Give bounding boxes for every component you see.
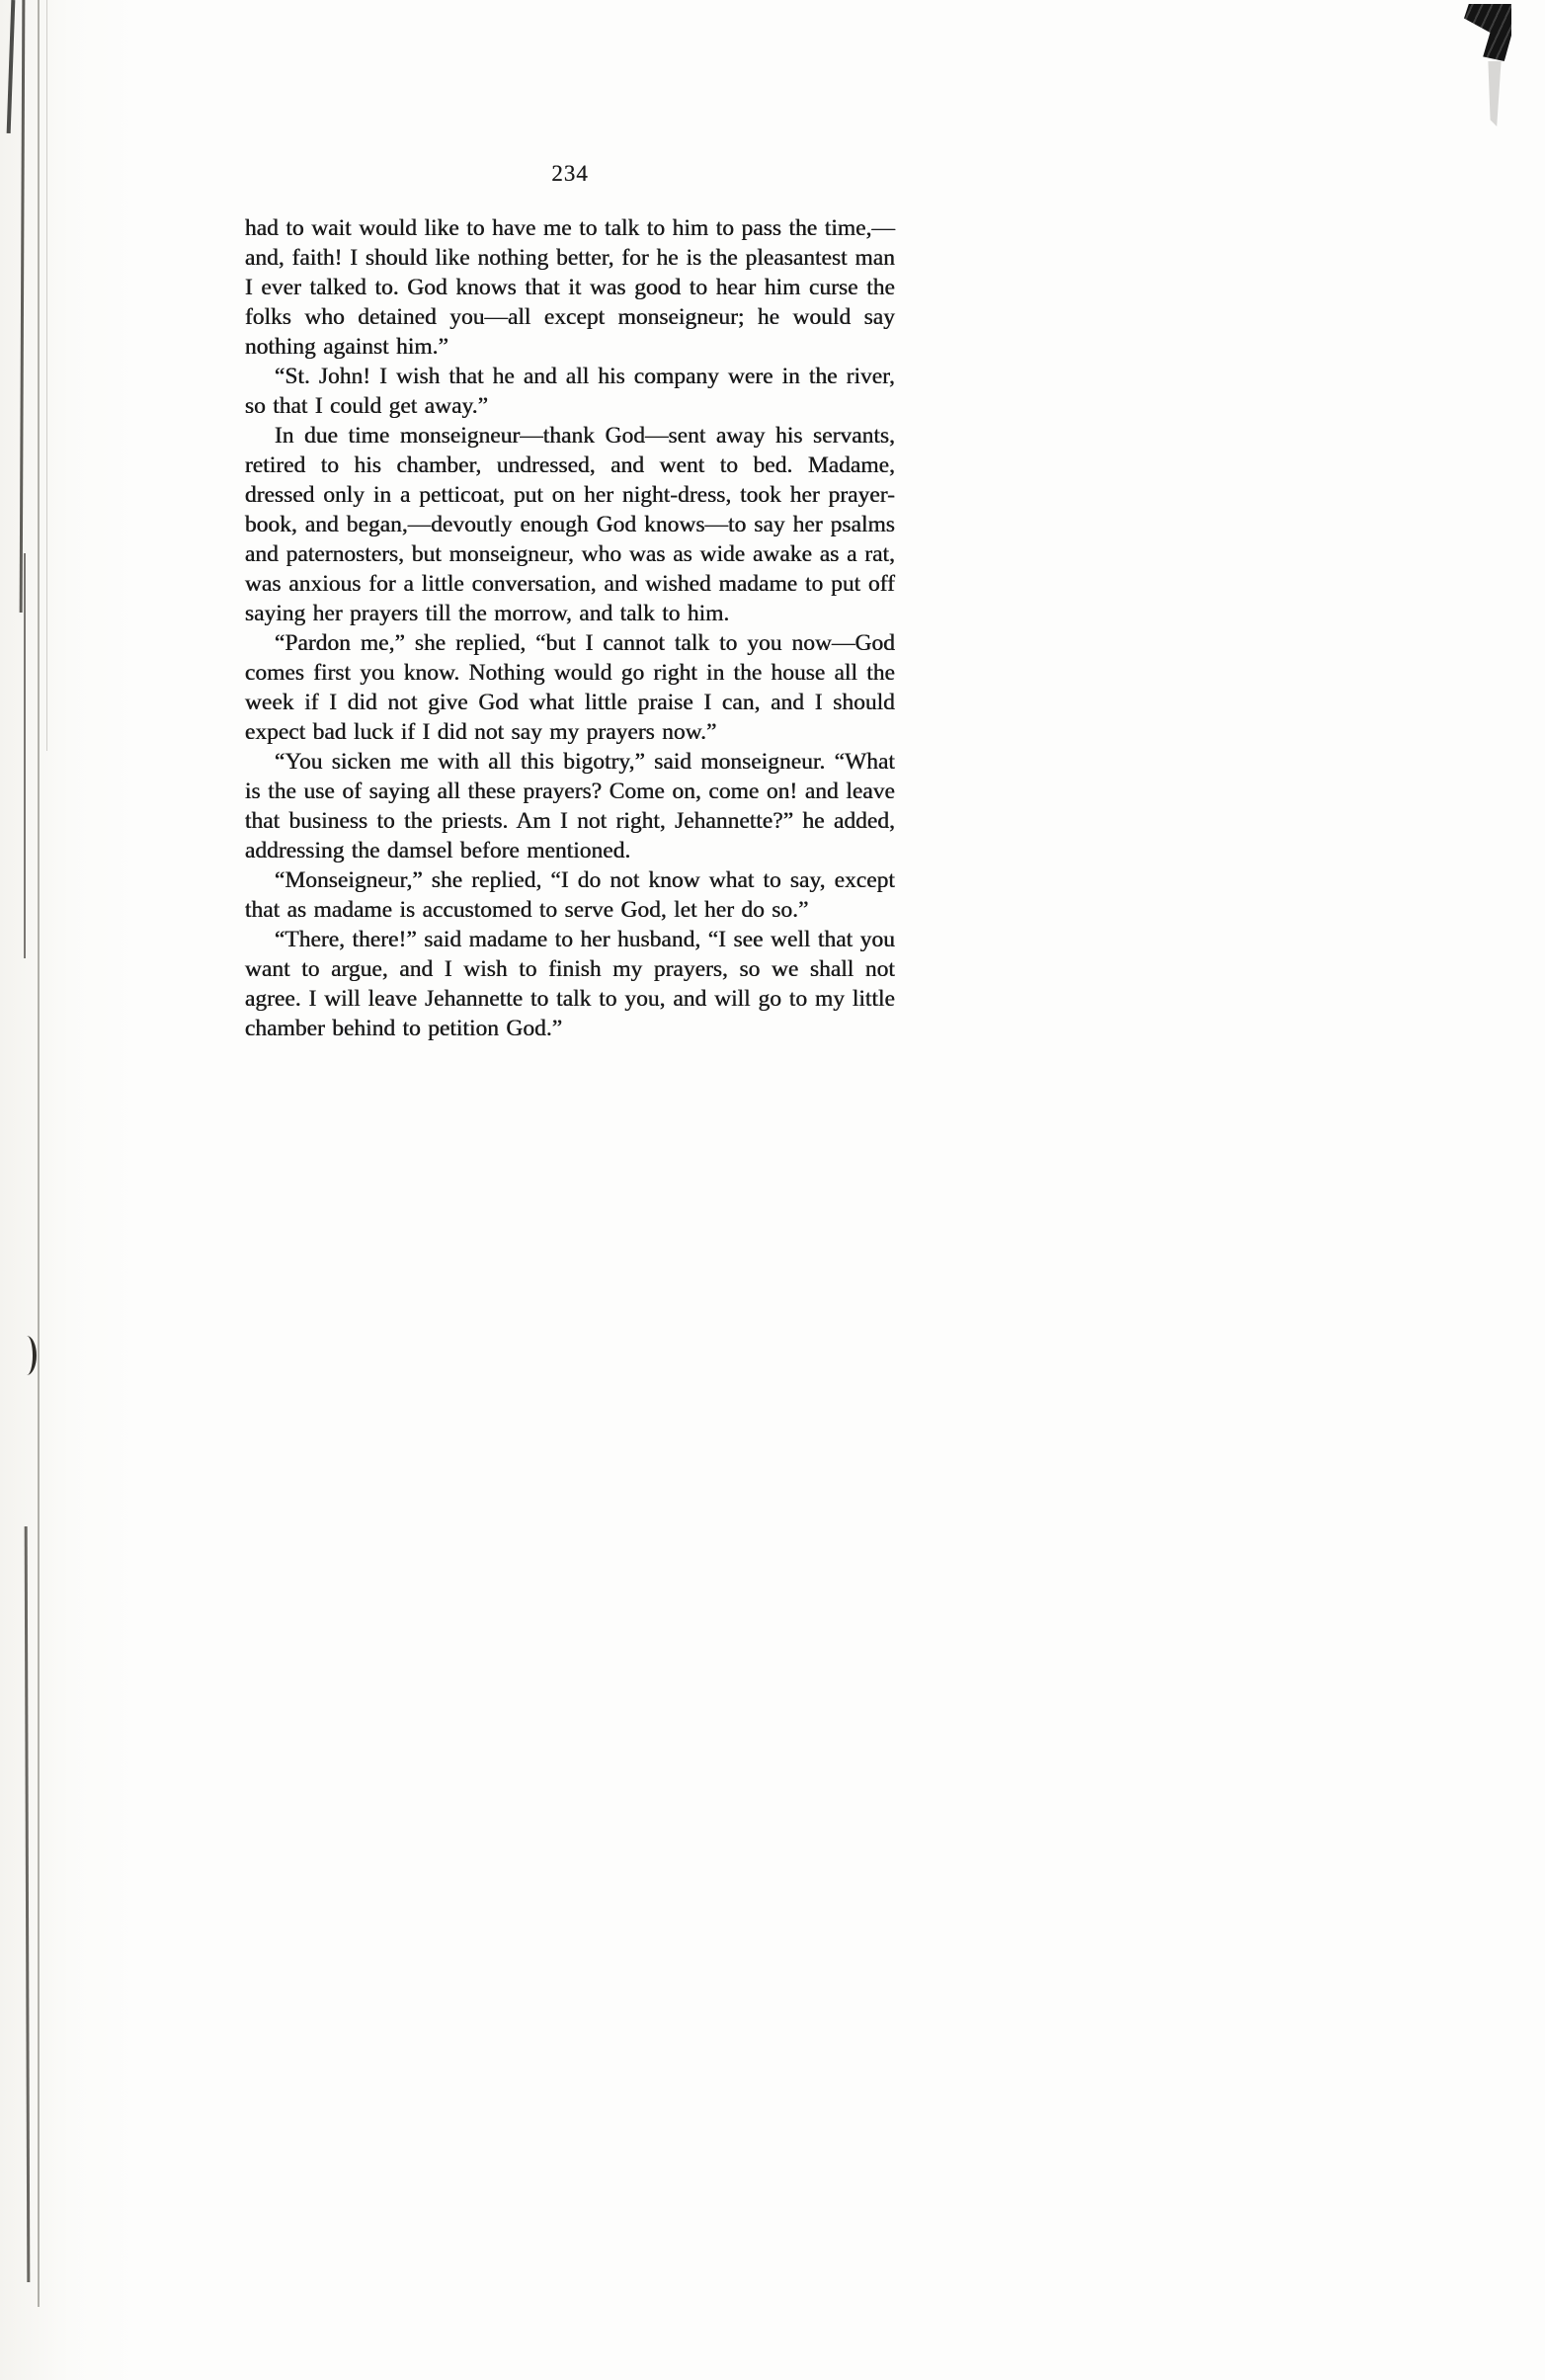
scan-smudge bbox=[1464, 4, 1511, 61]
ink-brace-mark bbox=[24, 1336, 37, 1375]
paragraph: In due time monseigneur—thank God—sent away his servants, retired to his chamber, undressed, and went to bed. Madame, dressed only in a petticoat, put on her night-dress, took her prayer-book, and began,—devoutly enough God knows—to say her psalms and paternosters, but monseigneur, who was as wide awake as a rat, was anxious for a little conversation, and wished madame to put off saying her prayers till the morrow, and talk to him. bbox=[245, 423, 895, 626]
paragraph: “Pardon me,” she replied, “but I cannot talk to you now—God comes first you know. Nothing would go right in the house all the week if I did not give God what little praise I can, and I should expect bad luck if I did not say my prayers now.” bbox=[245, 630, 895, 745]
binding-line bbox=[24, 553, 26, 958]
paragraph: “St. John! I wish that he and all his company were in the river, so that I could get away.” bbox=[245, 364, 895, 419]
paragraph: had to wait would like to have me to talk to him to pass the time,—and, faith! I should like nothing better, for he is the pleasantest man I ever talked to. God knows that it was good to hear him curse the folks who detained you—all except monseigneur; he would say nothing against him.” bbox=[245, 215, 895, 360]
page-edge-line bbox=[46, 0, 47, 751]
scan-smudge-streak bbox=[1484, 61, 1505, 126]
binding-line bbox=[20, 0, 26, 613]
page-edge-mark bbox=[7, 0, 16, 133]
paragraph: “Monseigneur,” she replied, “I do not know what to say, except that as madame is accustomed to serve God, let her do so.” bbox=[245, 867, 895, 923]
binding-line bbox=[25, 1526, 31, 2282]
page-edge-line bbox=[38, 0, 40, 2307]
paragraph: “You sicken me with all this bigotry,” said monseigneur. “What is the use of saying all these prayers? Come on, come on! and leave that business to the priests. Am I not right, Jehannette?” he added, addressing the damsel before mentioned. bbox=[245, 749, 895, 863]
text-block bbox=[245, 0, 895, 1043]
page-number: 234 bbox=[551, 161, 589, 186]
paragraph: “There, there!” said madame to her husband, “I see well that you want to argue, and I wish to finish my prayers, so we shall not agree. I will leave Jehannette to talk to you, and will go to my little chamber behind to petition God.” bbox=[245, 927, 895, 1041]
body-text bbox=[245, 213, 895, 1043]
